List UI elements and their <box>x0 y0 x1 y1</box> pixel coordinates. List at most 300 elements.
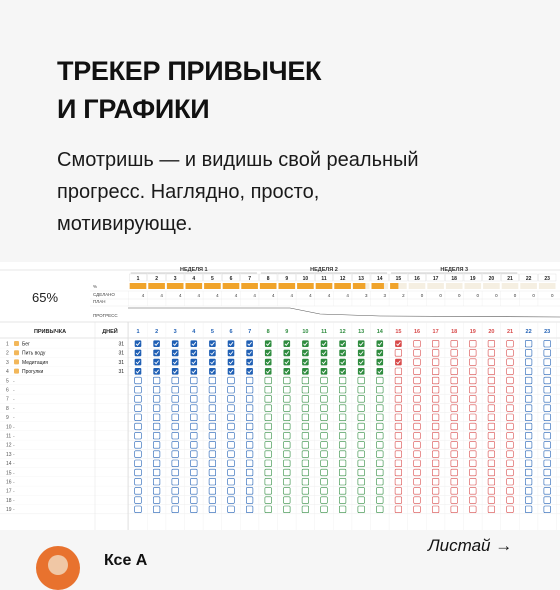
habit-checkbox-checked[interactable] <box>172 368 179 375</box>
habit-checkbox[interactable] <box>470 368 477 375</box>
habit-checkbox[interactable] <box>470 340 477 347</box>
habit-checkbox-checked[interactable] <box>265 368 272 375</box>
habit-checkbox[interactable] <box>507 350 514 357</box>
habit-checkbox[interactable] <box>507 497 514 504</box>
habit-checkbox[interactable] <box>228 451 235 458</box>
habit-checkbox[interactable] <box>525 423 532 430</box>
habit-checkbox[interactable] <box>228 497 235 504</box>
habit-checkbox[interactable] <box>414 340 421 347</box>
habit-checkbox[interactable] <box>414 451 421 458</box>
habit-checkbox[interactable] <box>228 478 235 485</box>
habit-checkbox[interactable] <box>544 396 551 403</box>
habit-checkbox[interactable] <box>488 414 495 421</box>
habit-checkbox-checked[interactable] <box>377 350 384 357</box>
habit-checkbox-checked[interactable] <box>153 368 160 375</box>
habit-checkbox[interactable] <box>451 460 458 467</box>
habit-checkbox[interactable] <box>153 497 160 504</box>
habit-checkbox[interactable] <box>395 405 402 412</box>
habit-checkbox[interactable] <box>414 432 421 439</box>
habit-checkbox[interactable] <box>470 414 477 421</box>
habit-checkbox[interactable] <box>432 460 439 467</box>
habit-checkbox-checked[interactable] <box>265 340 272 347</box>
habit-checkbox[interactable] <box>265 405 272 412</box>
habit-checkbox[interactable] <box>209 451 216 458</box>
habit-checkbox[interactable] <box>172 377 179 384</box>
habit-checkbox[interactable] <box>544 377 551 384</box>
habit-checkbox-checked[interactable] <box>191 340 198 347</box>
habit-checkbox[interactable] <box>432 414 439 421</box>
habit-checkbox[interactable] <box>395 414 402 421</box>
habit-checkbox[interactable] <box>191 414 198 421</box>
habit-checkbox[interactable] <box>135 488 142 495</box>
habit-checkbox[interactable] <box>395 488 402 495</box>
habit-checkbox[interactable] <box>377 396 384 403</box>
habit-checkbox[interactable] <box>172 432 179 439</box>
habit-checkbox-checked[interactable] <box>302 350 309 357</box>
habit-checkbox[interactable] <box>321 432 328 439</box>
habit-checkbox[interactable] <box>153 377 160 384</box>
habit-checkbox[interactable] <box>135 506 142 513</box>
habit-checkbox[interactable] <box>246 460 253 467</box>
habit-checkbox[interactable] <box>284 478 291 485</box>
habit-checkbox[interactable] <box>470 469 477 476</box>
habit-checkbox[interactable] <box>302 469 309 476</box>
habit-checkbox-checked[interactable] <box>209 340 216 347</box>
habit-checkbox[interactable] <box>191 442 198 449</box>
habit-checkbox[interactable] <box>265 506 272 513</box>
habit-checkbox[interactable] <box>265 488 272 495</box>
habit-checkbox[interactable] <box>451 359 458 366</box>
habit-checkbox-checked[interactable] <box>228 350 235 357</box>
habit-checkbox[interactable] <box>507 432 514 439</box>
habit-checkbox[interactable] <box>414 442 421 449</box>
habit-checkbox[interactable] <box>228 432 235 439</box>
habit-checkbox[interactable] <box>284 423 291 430</box>
habit-checkbox[interactable] <box>358 469 365 476</box>
habit-checkbox[interactable] <box>414 423 421 430</box>
habit-checkbox[interactable] <box>228 506 235 513</box>
habit-checkbox[interactable] <box>488 469 495 476</box>
habit-checkbox[interactable] <box>358 497 365 504</box>
habit-checkbox[interactable] <box>525 359 532 366</box>
habit-checkbox[interactable] <box>395 350 402 357</box>
habit-checkbox[interactable] <box>228 377 235 384</box>
habit-checkbox[interactable] <box>209 469 216 476</box>
habit-checkbox[interactable] <box>432 340 439 347</box>
habit-checkbox[interactable] <box>191 396 198 403</box>
habit-checkbox[interactable] <box>153 396 160 403</box>
habit-checkbox-checked[interactable] <box>321 368 328 375</box>
habit-checkbox[interactable] <box>172 488 179 495</box>
habit-checkbox[interactable] <box>488 405 495 412</box>
habit-checkbox-checked[interactable] <box>377 340 384 347</box>
habit-checkbox[interactable] <box>358 423 365 430</box>
habit-checkbox-checked[interactable] <box>228 368 235 375</box>
habit-checkbox[interactable] <box>377 488 384 495</box>
habit-checkbox[interactable] <box>135 497 142 504</box>
habit-checkbox[interactable] <box>507 423 514 430</box>
habit-checkbox[interactable] <box>451 350 458 357</box>
habit-checkbox[interactable] <box>321 451 328 458</box>
habit-checkbox[interactable] <box>321 488 328 495</box>
habit-checkbox[interactable] <box>246 396 253 403</box>
habit-checkbox-checked[interactable] <box>135 368 142 375</box>
habit-checkbox[interactable] <box>339 377 346 384</box>
habit-checkbox[interactable] <box>488 497 495 504</box>
habit-checkbox[interactable] <box>507 377 514 384</box>
habit-checkbox[interactable] <box>228 386 235 393</box>
habit-checkbox[interactable] <box>265 396 272 403</box>
habit-checkbox[interactable] <box>284 432 291 439</box>
habit-checkbox[interactable] <box>488 432 495 439</box>
habit-checkbox[interactable] <box>525 377 532 384</box>
habit-checkbox[interactable] <box>525 432 532 439</box>
habit-checkbox-checked[interactable] <box>284 368 291 375</box>
habit-checkbox[interactable] <box>228 396 235 403</box>
habit-checkbox[interactable] <box>507 340 514 347</box>
habit-checkbox-checked[interactable] <box>302 368 309 375</box>
habit-checkbox[interactable] <box>451 469 458 476</box>
habit-checkbox[interactable] <box>209 506 216 513</box>
habit-checkbox[interactable] <box>544 469 551 476</box>
habit-checkbox[interactable] <box>507 442 514 449</box>
habit-checkbox[interactable] <box>321 423 328 430</box>
habit-checkbox[interactable] <box>358 506 365 513</box>
habit-checkbox[interactable] <box>265 442 272 449</box>
habit-checkbox[interactable] <box>209 386 216 393</box>
habit-checkbox[interactable] <box>544 506 551 513</box>
habit-checkbox[interactable] <box>377 405 384 412</box>
habit-checkbox[interactable] <box>451 432 458 439</box>
habit-checkbox[interactable] <box>339 506 346 513</box>
habit-checkbox[interactable] <box>172 451 179 458</box>
habit-checkbox[interactable] <box>395 377 402 384</box>
habit-checkbox[interactable] <box>153 451 160 458</box>
habit-checkbox[interactable] <box>544 368 551 375</box>
habit-checkbox-checked[interactable] <box>265 359 272 366</box>
habit-checkbox-checked[interactable] <box>209 359 216 366</box>
habit-checkbox[interactable] <box>339 460 346 467</box>
habit-checkbox[interactable] <box>451 368 458 375</box>
habit-checkbox[interactable] <box>135 451 142 458</box>
habit-checkbox-checked[interactable] <box>135 340 142 347</box>
habit-checkbox[interactable] <box>153 460 160 467</box>
habit-checkbox[interactable] <box>414 350 421 357</box>
habit-checkbox[interactable] <box>507 386 514 393</box>
habit-checkbox[interactable] <box>302 442 309 449</box>
habit-checkbox[interactable] <box>284 405 291 412</box>
habit-checkbox[interactable] <box>525 469 532 476</box>
habit-checkbox[interactable] <box>525 478 532 485</box>
habit-checkbox[interactable] <box>488 368 495 375</box>
habit-checkbox[interactable] <box>302 506 309 513</box>
habit-checkbox[interactable] <box>302 460 309 467</box>
habit-checkbox-checked[interactable] <box>339 350 346 357</box>
habit-checkbox[interactable] <box>470 460 477 467</box>
habit-checkbox[interactable] <box>153 478 160 485</box>
habit-checkbox[interactable] <box>265 451 272 458</box>
habit-checkbox[interactable] <box>395 478 402 485</box>
habit-checkbox[interactable] <box>432 405 439 412</box>
habit-checkbox-checked[interactable] <box>191 359 198 366</box>
habit-checkbox[interactable] <box>544 497 551 504</box>
habit-checkbox[interactable] <box>135 405 142 412</box>
habit-checkbox[interactable] <box>358 451 365 458</box>
habit-checkbox-checked[interactable] <box>395 340 402 347</box>
habit-checkbox[interactable] <box>544 414 551 421</box>
habit-checkbox[interactable] <box>358 488 365 495</box>
habit-checkbox[interactable] <box>358 432 365 439</box>
habit-checkbox[interactable] <box>284 414 291 421</box>
habit-checkbox[interactable] <box>265 377 272 384</box>
habit-checkbox[interactable] <box>525 488 532 495</box>
habit-checkbox[interactable] <box>432 350 439 357</box>
habit-checkbox[interactable] <box>414 506 421 513</box>
habit-checkbox-checked[interactable] <box>209 350 216 357</box>
habit-checkbox[interactable] <box>377 386 384 393</box>
habit-checkbox[interactable] <box>451 423 458 430</box>
habit-checkbox[interactable] <box>470 488 477 495</box>
habit-checkbox-checked[interactable] <box>191 350 198 357</box>
habit-checkbox[interactable] <box>358 405 365 412</box>
habit-checkbox-checked[interactable] <box>339 368 346 375</box>
habit-checkbox[interactable] <box>302 423 309 430</box>
habit-checkbox[interactable] <box>321 414 328 421</box>
habit-checkbox[interactable] <box>339 414 346 421</box>
habit-checkbox[interactable] <box>284 396 291 403</box>
habit-checkbox[interactable] <box>135 478 142 485</box>
habit-checkbox[interactable] <box>525 442 532 449</box>
habit-checkbox[interactable] <box>209 405 216 412</box>
habit-checkbox[interactable] <box>153 506 160 513</box>
habit-checkbox[interactable] <box>451 497 458 504</box>
habit-checkbox[interactable] <box>358 442 365 449</box>
habit-checkbox[interactable] <box>246 469 253 476</box>
habit-checkbox[interactable] <box>525 340 532 347</box>
habit-checkbox[interactable] <box>432 432 439 439</box>
habit-checkbox[interactable] <box>265 423 272 430</box>
habit-checkbox[interactable] <box>321 442 328 449</box>
habit-checkbox[interactable] <box>191 478 198 485</box>
habit-checkbox[interactable] <box>488 340 495 347</box>
habit-checkbox[interactable] <box>507 469 514 476</box>
habit-checkbox[interactable] <box>302 405 309 412</box>
habit-checkbox[interactable] <box>414 469 421 476</box>
habit-checkbox[interactable] <box>544 350 551 357</box>
habit-checkbox[interactable] <box>209 442 216 449</box>
habit-checkbox[interactable] <box>470 359 477 366</box>
habit-checkbox[interactable] <box>228 423 235 430</box>
habit-checkbox[interactable] <box>172 460 179 467</box>
habit-checkbox-checked[interactable] <box>358 359 365 366</box>
habit-checkbox[interactable] <box>432 396 439 403</box>
habit-checkbox[interactable] <box>339 405 346 412</box>
habit-checkbox[interactable] <box>228 469 235 476</box>
habit-checkbox[interactable] <box>191 506 198 513</box>
habit-checkbox[interactable] <box>246 386 253 393</box>
habit-checkbox[interactable] <box>191 497 198 504</box>
habit-checkbox[interactable] <box>339 497 346 504</box>
habit-checkbox[interactable] <box>321 396 328 403</box>
habit-checkbox[interactable] <box>358 377 365 384</box>
habit-checkbox[interactable] <box>451 442 458 449</box>
habit-checkbox[interactable] <box>377 478 384 485</box>
habit-checkbox[interactable] <box>172 469 179 476</box>
habit-checkbox[interactable] <box>302 377 309 384</box>
habit-checkbox[interactable] <box>507 451 514 458</box>
habit-checkbox[interactable] <box>488 460 495 467</box>
habit-checkbox[interactable] <box>451 377 458 384</box>
habit-checkbox[interactable] <box>377 497 384 504</box>
habit-checkbox[interactable] <box>172 414 179 421</box>
habit-checkbox[interactable] <box>377 442 384 449</box>
habit-checkbox[interactable] <box>191 451 198 458</box>
habit-checkbox[interactable] <box>525 396 532 403</box>
habit-checkbox[interactable] <box>172 442 179 449</box>
habit-checkbox[interactable] <box>339 386 346 393</box>
habit-checkbox[interactable] <box>246 405 253 412</box>
habit-checkbox[interactable] <box>432 497 439 504</box>
habit-checkbox[interactable] <box>432 377 439 384</box>
habit-checkbox-checked[interactable] <box>228 359 235 366</box>
habit-checkbox[interactable] <box>507 368 514 375</box>
habit-checkbox[interactable] <box>339 442 346 449</box>
habit-checkbox[interactable] <box>246 478 253 485</box>
habit-checkbox[interactable] <box>321 497 328 504</box>
habit-checkbox-checked[interactable] <box>246 359 253 366</box>
habit-checkbox[interactable] <box>209 488 216 495</box>
habit-checkbox-checked[interactable] <box>377 368 384 375</box>
habit-checkbox[interactable] <box>321 469 328 476</box>
habit-checkbox[interactable] <box>135 414 142 421</box>
habit-checkbox[interactable] <box>246 442 253 449</box>
habit-checkbox[interactable] <box>358 460 365 467</box>
habit-checkbox[interactable] <box>507 396 514 403</box>
habit-checkbox[interactable] <box>191 432 198 439</box>
habit-checkbox[interactable] <box>153 423 160 430</box>
habit-checkbox[interactable] <box>507 506 514 513</box>
habit-checkbox[interactable] <box>507 478 514 485</box>
habit-checkbox[interactable] <box>321 386 328 393</box>
habit-checkbox[interactable] <box>209 414 216 421</box>
habit-checkbox[interactable] <box>544 359 551 366</box>
habit-checkbox[interactable] <box>339 488 346 495</box>
habit-checkbox[interactable] <box>470 506 477 513</box>
habit-checkbox[interactable] <box>135 386 142 393</box>
habit-checkbox-checked[interactable] <box>246 340 253 347</box>
habit-checkbox[interactable] <box>191 423 198 430</box>
habit-checkbox[interactable] <box>377 506 384 513</box>
habit-checkbox[interactable] <box>544 442 551 449</box>
habit-checkbox[interactable] <box>153 405 160 412</box>
habit-checkbox[interactable] <box>284 469 291 476</box>
habit-checkbox[interactable] <box>339 451 346 458</box>
habit-checkbox[interactable] <box>451 488 458 495</box>
habit-checkbox-checked[interactable] <box>321 340 328 347</box>
habit-checkbox[interactable] <box>470 350 477 357</box>
habit-checkbox[interactable] <box>302 488 309 495</box>
habit-checkbox[interactable] <box>470 478 477 485</box>
habit-checkbox-checked[interactable] <box>228 340 235 347</box>
habit-checkbox[interactable] <box>525 386 532 393</box>
habit-checkbox-checked[interactable] <box>135 350 142 357</box>
habit-checkbox[interactable] <box>135 396 142 403</box>
habit-checkbox[interactable] <box>191 405 198 412</box>
habit-checkbox[interactable] <box>321 405 328 412</box>
habit-checkbox[interactable] <box>153 432 160 439</box>
habit-checkbox[interactable] <box>488 350 495 357</box>
habit-checkbox[interactable] <box>153 414 160 421</box>
habit-checkbox[interactable] <box>135 423 142 430</box>
habit-checkbox[interactable] <box>172 386 179 393</box>
habit-checkbox[interactable] <box>451 478 458 485</box>
habit-checkbox[interactable] <box>544 386 551 393</box>
habit-checkbox[interactable] <box>414 497 421 504</box>
habit-checkbox[interactable] <box>395 368 402 375</box>
habit-checkbox[interactable] <box>135 442 142 449</box>
habit-checkbox[interactable] <box>302 451 309 458</box>
habit-checkbox[interactable] <box>432 368 439 375</box>
habit-checkbox[interactable] <box>451 451 458 458</box>
habit-checkbox[interactable] <box>339 469 346 476</box>
habit-checkbox[interactable] <box>525 405 532 412</box>
habit-checkbox[interactable] <box>395 497 402 504</box>
habit-checkbox[interactable] <box>265 478 272 485</box>
habit-checkbox[interactable] <box>544 405 551 412</box>
habit-checkbox[interactable] <box>432 469 439 476</box>
habit-checkbox[interactable] <box>395 386 402 393</box>
habit-checkbox[interactable] <box>414 368 421 375</box>
habit-checkbox[interactable] <box>470 442 477 449</box>
habit-checkbox[interactable] <box>544 432 551 439</box>
habit-checkbox[interactable] <box>265 386 272 393</box>
habit-checkbox[interactable] <box>228 442 235 449</box>
habit-checkbox[interactable] <box>488 377 495 384</box>
habit-checkbox[interactable] <box>172 478 179 485</box>
habit-checkbox[interactable] <box>488 386 495 393</box>
habit-checkbox[interactable] <box>432 442 439 449</box>
habit-checkbox[interactable] <box>172 506 179 513</box>
habit-checkbox[interactable] <box>451 396 458 403</box>
habit-checkbox-checked[interactable] <box>191 368 198 375</box>
habit-checkbox[interactable] <box>246 451 253 458</box>
habit-checkbox-checked[interactable] <box>358 368 365 375</box>
habit-checkbox[interactable] <box>265 414 272 421</box>
habit-checkbox[interactable] <box>284 460 291 467</box>
habit-checkbox[interactable] <box>525 460 532 467</box>
habit-checkbox[interactable] <box>302 414 309 421</box>
habit-checkbox[interactable] <box>525 451 532 458</box>
habit-checkbox[interactable] <box>525 350 532 357</box>
habit-checkbox-checked[interactable] <box>246 368 253 375</box>
habit-checkbox-checked[interactable] <box>135 359 142 366</box>
habit-checkbox[interactable] <box>544 488 551 495</box>
habit-checkbox[interactable] <box>470 497 477 504</box>
habit-checkbox[interactable] <box>414 359 421 366</box>
habit-checkbox[interactable] <box>339 432 346 439</box>
habit-checkbox[interactable] <box>414 396 421 403</box>
habit-checkbox-checked[interactable] <box>358 350 365 357</box>
habit-checkbox-checked[interactable] <box>358 340 365 347</box>
habit-checkbox[interactable] <box>265 460 272 467</box>
habit-checkbox[interactable] <box>339 396 346 403</box>
habit-checkbox-checked[interactable] <box>153 359 160 366</box>
habit-checkbox[interactable] <box>544 340 551 347</box>
habit-checkbox[interactable] <box>395 423 402 430</box>
habit-checkbox[interactable] <box>507 460 514 467</box>
habit-checkbox[interactable] <box>172 405 179 412</box>
habit-checkbox[interactable] <box>507 414 514 421</box>
